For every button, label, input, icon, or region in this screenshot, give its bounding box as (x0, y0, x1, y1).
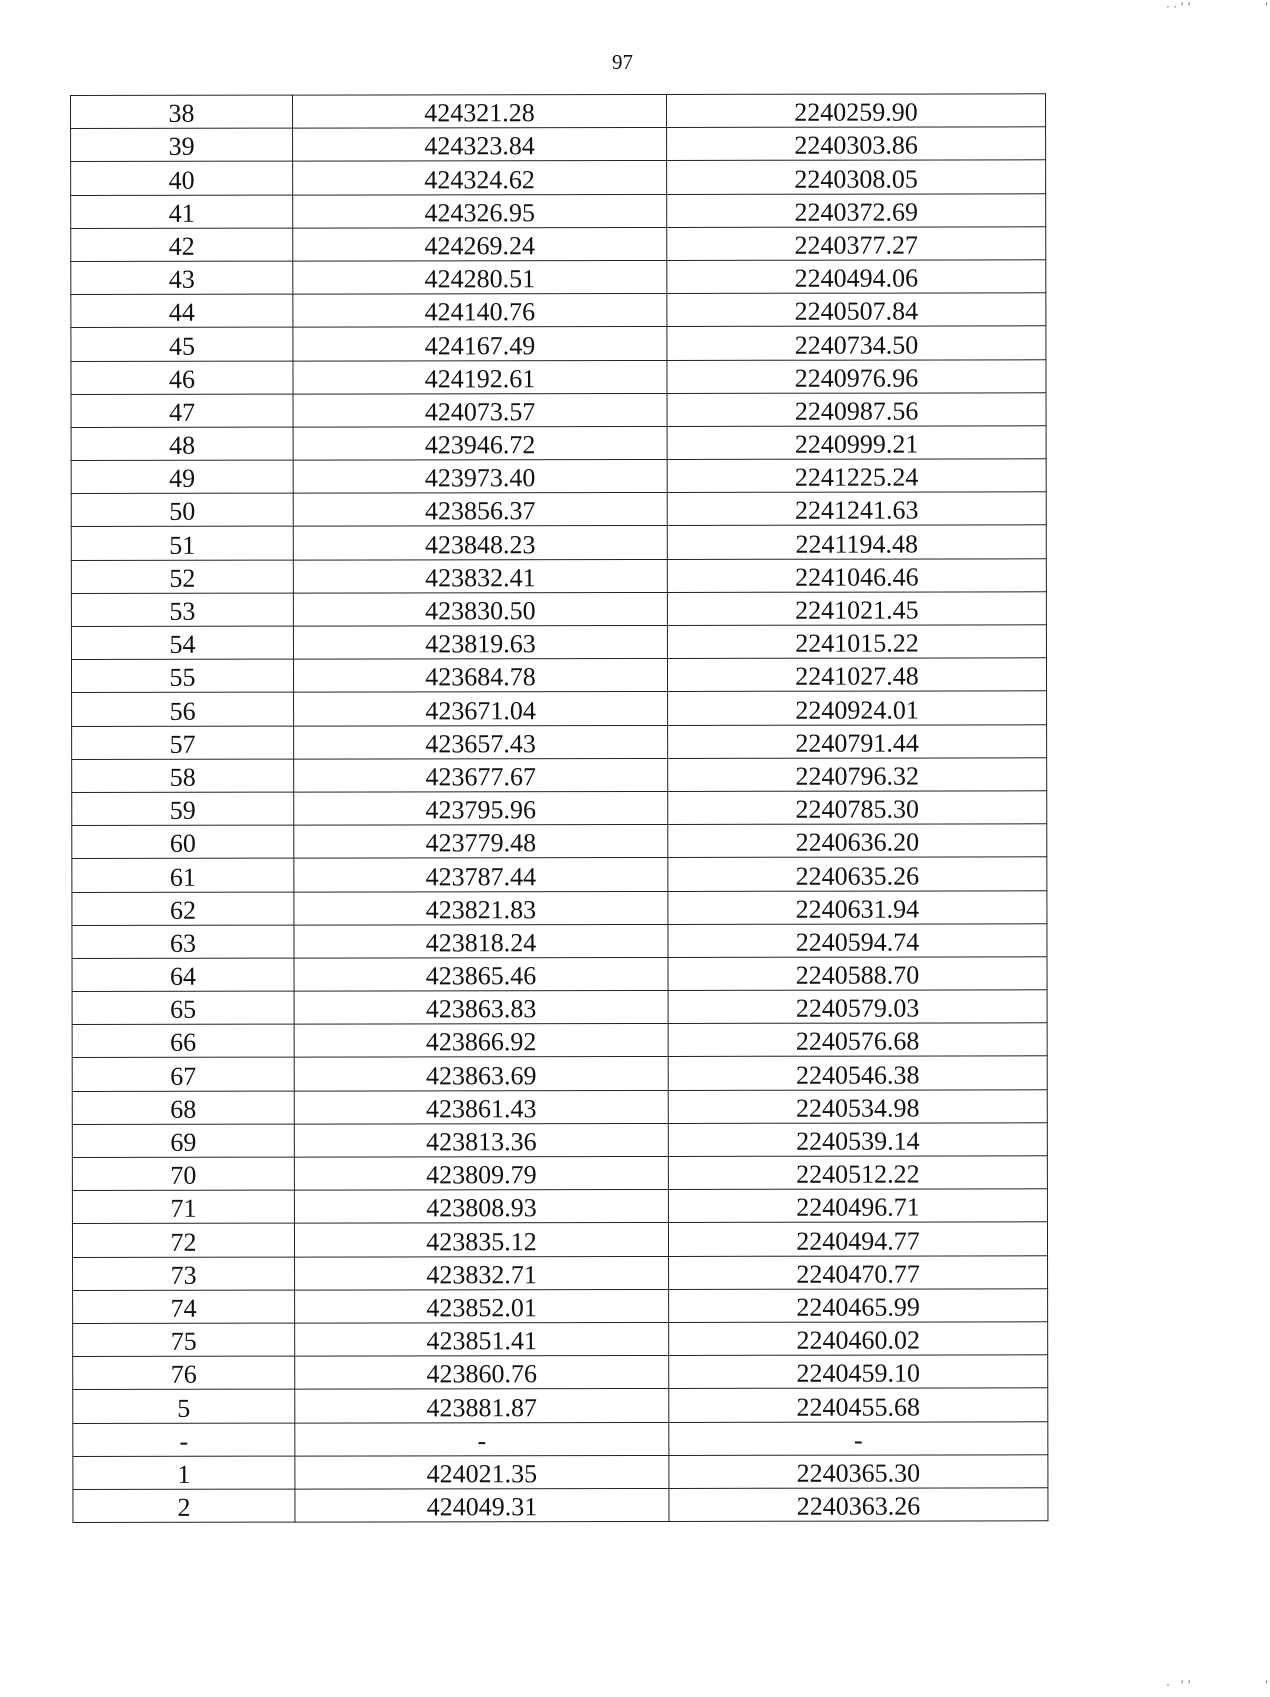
y-coordinate-cell: 2240635.26 (668, 857, 1047, 891)
y-coordinate-cell: 2240999.21 (667, 426, 1046, 460)
point-id-cell: 61 (72, 858, 294, 892)
point-id-cell: 64 (72, 958, 294, 992)
table-row (73, 1322, 1048, 1357)
y-coordinate-cell: 2240791.44 (668, 724, 1047, 758)
table-row (72, 791, 1047, 826)
table-row (71, 426, 1046, 461)
y-coordinate-cell: 2240372.69 (667, 193, 1046, 227)
table-row (71, 359, 1046, 394)
y-coordinate-cell: 2240365.30 (669, 1454, 1048, 1488)
y-coordinate-cell: - (669, 1421, 1048, 1455)
x-coordinate-cell: 423671.04 (294, 692, 668, 726)
x-coordinate-cell: 424323.84 (293, 128, 667, 162)
x-coordinate-cell: 423677.67 (294, 758, 668, 792)
table-row (72, 1023, 1047, 1058)
x-coordinate-cell: 423657.43 (294, 725, 668, 759)
scan-artifact-bottom-right: · ’’ ’ (1165, 1680, 1270, 1691)
point-id-cell: 75 (73, 1323, 295, 1357)
point-id-cell: 76 (73, 1356, 295, 1390)
table-row (73, 1488, 1048, 1523)
point-id-cell: 41 (71, 195, 293, 229)
table-row (72, 1156, 1047, 1191)
point-id-cell: 69 (72, 1124, 294, 1158)
table-row (72, 691, 1047, 726)
point-id-cell: 50 (71, 493, 293, 527)
table-row (73, 1289, 1048, 1324)
y-coordinate-cell: 2240465.99 (669, 1289, 1048, 1323)
x-coordinate-cell: 423851.41 (295, 1322, 669, 1356)
point-id-cell: 42 (71, 228, 293, 262)
point-id-cell: 38 (71, 95, 293, 129)
table-row (72, 1056, 1047, 1091)
y-coordinate-cell: 2240987.56 (667, 392, 1046, 426)
point-id-cell: 63 (72, 925, 294, 959)
x-coordinate-cell: - (295, 1422, 669, 1456)
y-coordinate-cell: 2240785.30 (668, 791, 1047, 825)
y-coordinate-cell: 2240579.03 (668, 990, 1047, 1024)
point-id-cell: 74 (73, 1290, 295, 1324)
x-coordinate-cell: 423787.44 (294, 858, 668, 892)
y-coordinate-cell: 2240976.96 (667, 359, 1046, 393)
point-id-cell: 51 (71, 527, 293, 561)
table-row (72, 957, 1047, 992)
x-coordinate-cell: 423865.46 (294, 957, 668, 991)
y-coordinate-cell: 2241046.46 (667, 558, 1046, 592)
point-id-cell: 53 (71, 593, 293, 627)
y-coordinate-cell: 2240455.68 (669, 1388, 1048, 1422)
point-id-cell: 48 (71, 427, 293, 461)
coordinates-table (70, 93, 1048, 1523)
y-coordinate-cell: 2240588.70 (668, 957, 1047, 991)
point-id-cell: 66 (72, 1024, 294, 1058)
x-coordinate-cell: 423684.78 (293, 659, 667, 693)
x-coordinate-cell: 423848.23 (293, 526, 667, 560)
x-coordinate-cell: 423809.79 (294, 1156, 668, 1190)
x-coordinate-cell: 423866.92 (294, 1024, 668, 1058)
y-coordinate-cell: 2240796.32 (668, 758, 1047, 792)
y-coordinate-cell: 2240460.02 (669, 1322, 1048, 1356)
table-row (73, 1421, 1048, 1456)
table-row (73, 1355, 1048, 1390)
point-id-cell: 47 (71, 394, 293, 428)
table-row (72, 923, 1047, 958)
point-id-cell: 67 (72, 1058, 294, 1092)
x-coordinate-cell: 423821.83 (294, 891, 668, 925)
x-coordinate-cell: 424049.31 (295, 1488, 669, 1522)
x-coordinate-cell: 424021.35 (295, 1455, 669, 1489)
y-coordinate-cell: 2240924.01 (668, 691, 1047, 725)
table-row (72, 1222, 1047, 1257)
x-coordinate-cell: 423813.36 (294, 1123, 668, 1157)
x-coordinate-cell: 423818.24 (294, 924, 668, 958)
table-row (71, 625, 1046, 660)
table-row (71, 558, 1046, 593)
point-id-cell: 56 (72, 692, 294, 726)
x-coordinate-cell: 424321.28 (293, 94, 667, 128)
point-id-cell: 43 (71, 261, 293, 295)
y-coordinate-cell: 2240363.26 (669, 1488, 1048, 1522)
x-coordinate-cell: 423830.50 (293, 592, 667, 626)
x-coordinate-cell: 424280.51 (293, 260, 667, 294)
y-coordinate-cell: 2240636.20 (668, 824, 1047, 858)
x-coordinate-cell: 423856.37 (293, 493, 667, 527)
table-row (72, 1189, 1047, 1224)
table-row (72, 857, 1047, 892)
point-id-cell: 68 (72, 1091, 294, 1125)
y-coordinate-cell: 2241225.24 (667, 459, 1046, 493)
scan-artifact-top-right: ··’’ ’ (1165, 2, 1270, 13)
point-id-cell: 52 (71, 560, 293, 594)
x-coordinate-cell: 423861.43 (294, 1090, 668, 1124)
y-coordinate-cell: 2241194.48 (667, 525, 1046, 559)
point-id-cell: 44 (71, 294, 293, 328)
table-row (71, 293, 1046, 328)
x-coordinate-cell: 423973.40 (293, 460, 667, 494)
x-coordinate-cell: 423795.96 (294, 791, 668, 825)
table-row (71, 592, 1046, 627)
x-coordinate-cell: 423832.41 (293, 559, 667, 593)
y-coordinate-cell: 2240512.22 (668, 1156, 1047, 1190)
point-id-cell: 65 (72, 991, 294, 1025)
table-row (71, 525, 1046, 560)
x-coordinate-cell: 423819.63 (293, 625, 667, 659)
y-coordinate-cell: 2240507.84 (667, 293, 1046, 327)
table-row (72, 990, 1047, 1025)
y-coordinate-cell: 2241015.22 (667, 625, 1046, 659)
table-row (73, 1454, 1048, 1489)
table-row (71, 127, 1046, 162)
table-row (71, 392, 1046, 427)
x-coordinate-cell: 423860.76 (295, 1356, 669, 1390)
y-coordinate-cell: 2240259.90 (666, 94, 1045, 128)
point-id-cell: 39 (71, 128, 293, 162)
y-coordinate-cell: 2240308.05 (667, 160, 1046, 194)
page-number: 97 (612, 50, 633, 74)
x-coordinate-cell: 423863.69 (294, 1057, 668, 1091)
table-row (71, 227, 1046, 262)
table-row (72, 824, 1047, 859)
x-coordinate-cell: 424324.62 (293, 161, 667, 195)
y-coordinate-cell: 2240539.14 (668, 1123, 1047, 1157)
point-id-cell: 70 (72, 1157, 294, 1191)
y-coordinate-cell: 2240576.68 (668, 1023, 1047, 1057)
table-row (73, 1388, 1048, 1423)
point-id-cell: 1 (73, 1456, 295, 1490)
y-coordinate-cell: 2240470.77 (669, 1255, 1048, 1289)
table-row (72, 1089, 1047, 1124)
point-id-cell: - (73, 1423, 295, 1457)
x-coordinate-cell: 423881.87 (295, 1389, 669, 1423)
point-id-cell: 49 (71, 460, 293, 494)
point-id-cell: 5 (73, 1389, 295, 1423)
table-row (71, 326, 1046, 361)
point-id-cell: 62 (72, 892, 294, 926)
point-id-cell: 57 (72, 726, 294, 760)
table-row (71, 160, 1046, 195)
point-id-cell: 40 (71, 161, 293, 195)
point-id-cell: 54 (71, 626, 293, 660)
table-row (72, 758, 1047, 793)
x-coordinate-cell: 423835.12 (294, 1223, 668, 1257)
point-id-cell: 45 (71, 327, 293, 361)
table-row (71, 94, 1046, 129)
table-row (71, 193, 1046, 228)
x-coordinate-cell: 424192.61 (293, 360, 667, 394)
y-coordinate-cell: 2240496.71 (668, 1189, 1047, 1223)
y-coordinate-cell: 2241027.48 (667, 658, 1046, 692)
y-coordinate-cell: 2240494.06 (667, 260, 1046, 294)
point-id-cell: 58 (72, 759, 294, 793)
point-id-cell: 71 (72, 1190, 294, 1224)
x-coordinate-cell: 423832.71 (295, 1256, 669, 1290)
x-coordinate-cell: 424140.76 (293, 294, 667, 328)
y-coordinate-cell: 2240459.10 (669, 1355, 1048, 1389)
y-coordinate-cell: 2241241.63 (667, 492, 1046, 526)
x-coordinate-cell: 423852.01 (295, 1289, 669, 1323)
y-coordinate-cell: 2240377.27 (667, 227, 1046, 261)
point-id-cell: 59 (72, 792, 294, 826)
y-coordinate-cell: 2240734.50 (667, 326, 1046, 360)
table-row (71, 260, 1046, 295)
table-row (71, 492, 1046, 527)
y-coordinate-cell: 2240631.94 (668, 890, 1047, 924)
point-id-cell: 2 (73, 1489, 295, 1523)
table-row (71, 459, 1046, 494)
x-coordinate-cell: 424167.49 (293, 327, 667, 361)
point-id-cell: 46 (71, 361, 293, 395)
x-coordinate-cell: 424269.24 (293, 227, 667, 261)
y-coordinate-cell: 2241021.45 (667, 592, 1046, 626)
table-row (71, 658, 1046, 693)
x-coordinate-cell: 423779.48 (294, 825, 668, 859)
point-id-cell: 73 (73, 1257, 295, 1291)
y-coordinate-cell: 2240494.77 (668, 1222, 1047, 1256)
x-coordinate-cell: 423863.83 (294, 991, 668, 1025)
y-coordinate-cell: 2240303.86 (667, 127, 1046, 161)
table-row (72, 890, 1047, 925)
point-id-cell: 55 (71, 659, 293, 693)
table-row (73, 1255, 1048, 1290)
y-coordinate-cell: 2240594.74 (668, 923, 1047, 957)
y-coordinate-cell: 2240546.38 (668, 1056, 1047, 1090)
coordinates-table-body (71, 94, 1048, 1523)
x-coordinate-cell: 423808.93 (294, 1190, 668, 1224)
table-row (72, 724, 1047, 759)
point-id-cell: 60 (72, 825, 294, 859)
table-row (72, 1123, 1047, 1158)
point-id-cell: 72 (72, 1223, 294, 1257)
x-coordinate-cell: 424326.95 (293, 194, 667, 228)
x-coordinate-cell: 424073.57 (293, 393, 667, 427)
x-coordinate-cell: 423946.72 (293, 426, 667, 460)
y-coordinate-cell: 2240534.98 (668, 1089, 1047, 1123)
